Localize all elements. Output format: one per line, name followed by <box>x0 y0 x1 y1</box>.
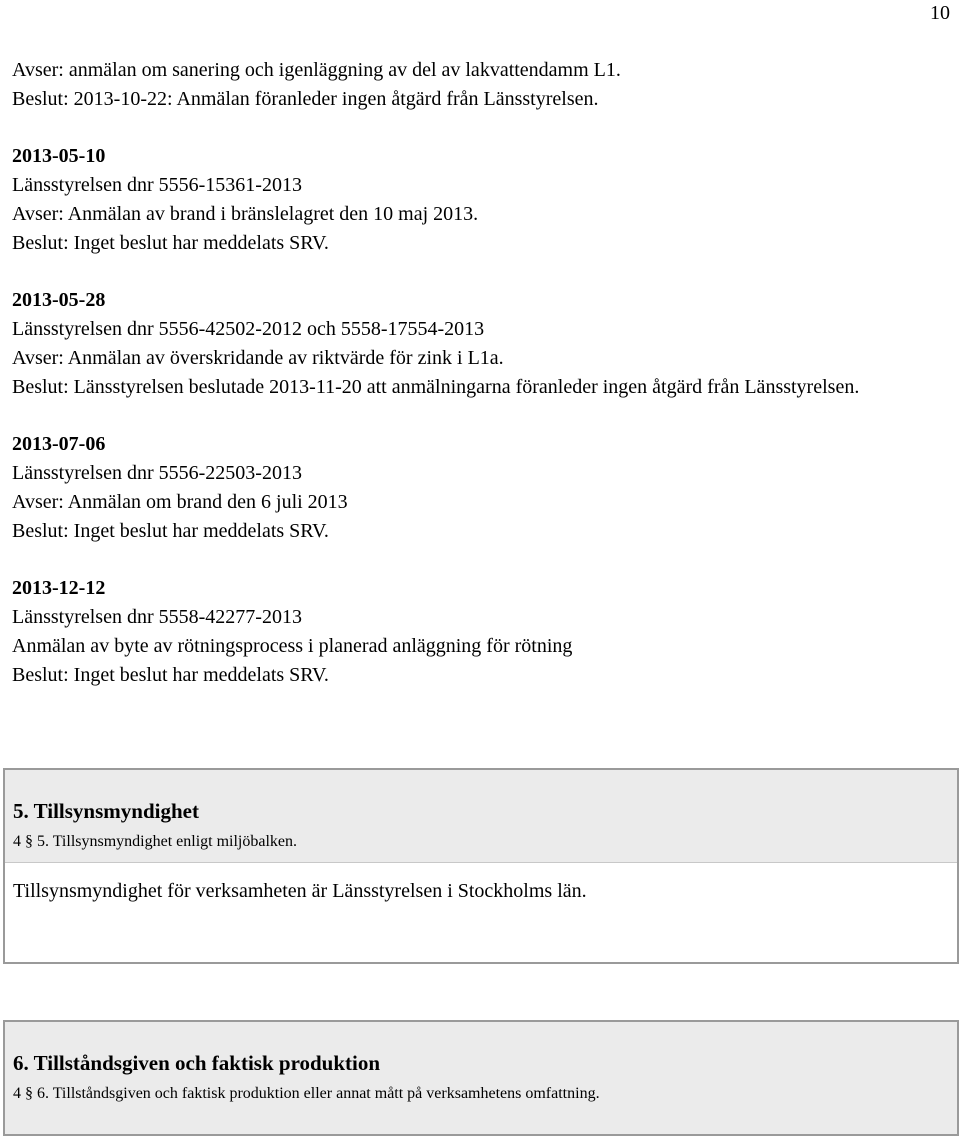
entry-date: 2013-07-06 <box>12 433 106 455</box>
entry-reference: Länsstyrelsen dnr 5556-15361-2013 <box>12 174 302 196</box>
entry-reference: Länsstyrelsen dnr 5558-42277-2013 <box>12 606 302 628</box>
entry-date: 2013-05-28 <box>12 289 106 311</box>
entry-date: 2013-05-10 <box>12 145 106 167</box>
entry-subject: Avser: Anmälan om brand den 6 juli 2013 <box>12 491 348 513</box>
entry-subject: Avser: anmälan om sanering och igenläggning av del av lakvattendamm L1. <box>12 59 621 81</box>
section-reference: 4 § 6. Tillståndsgiven och faktisk produktion eller annat mått på verksamhetens omfattning. <box>13 1085 600 1102</box>
entry-subject: Avser: Anmälan av överskridande av riktvärde för zink i L1a. <box>12 347 504 369</box>
entry-decision: Beslut: Inget beslut har meddelats SRV. <box>12 664 329 686</box>
entry-2013-05-28 <box>12 286 942 402</box>
section-body-text: Tillsynsmyndighet för verksamheten är Länsstyrelsen i Stockholms län. <box>13 880 587 902</box>
entry-date: 2013-12-12 <box>12 577 106 599</box>
entry-decision: Beslut: Länsstyrelsen beslutade 2013-11-20 att anmälningarna föranleder ingen åtgärd från Länsstyrelsen. <box>12 376 860 398</box>
entry-decision: Beslut: Inget beslut har meddelats SRV. <box>12 520 329 542</box>
entry-reference: Länsstyrelsen dnr 5556-22503-2013 <box>12 462 302 484</box>
section-reference: 4 § 5. Tillsynsmyndighet enligt miljöbalken. <box>13 833 298 850</box>
section-title: 6. Tillståndsgiven och faktisk produktion <box>13 1051 381 1075</box>
entry-reference: Länsstyrelsen dnr 5556-42502-2012 och 5558-17554-2013 <box>12 318 485 340</box>
page-number: 10 <box>930 2 950 24</box>
entry-2013-12-12 <box>12 574 942 690</box>
section-title: 5. Tillsynsmyndighet <box>13 799 199 823</box>
entry-decision: Beslut: Inget beslut har meddelats SRV. <box>12 232 329 254</box>
entry-subject: Avser: Anmälan av brand i bränslelagret den 10 maj 2013. <box>12 203 479 225</box>
entry-2013-07-06 <box>12 430 942 546</box>
section-header <box>5 770 957 863</box>
document-body <box>12 56 942 690</box>
entry-continued <box>12 56 942 114</box>
entry-2013-05-10 <box>12 142 942 258</box>
section-permitted-production <box>3 1020 959 1136</box>
entry-decision: Beslut: 2013-10-22: Anmälan föranleder ingen åtgärd från Länsstyrelsen. <box>12 88 599 110</box>
section-supervisory-authority <box>3 768 959 964</box>
entry-subject: Anmälan av byte av rötningsprocess i planerad anläggning för rötning <box>12 635 573 657</box>
section-header <box>5 1022 957 1134</box>
